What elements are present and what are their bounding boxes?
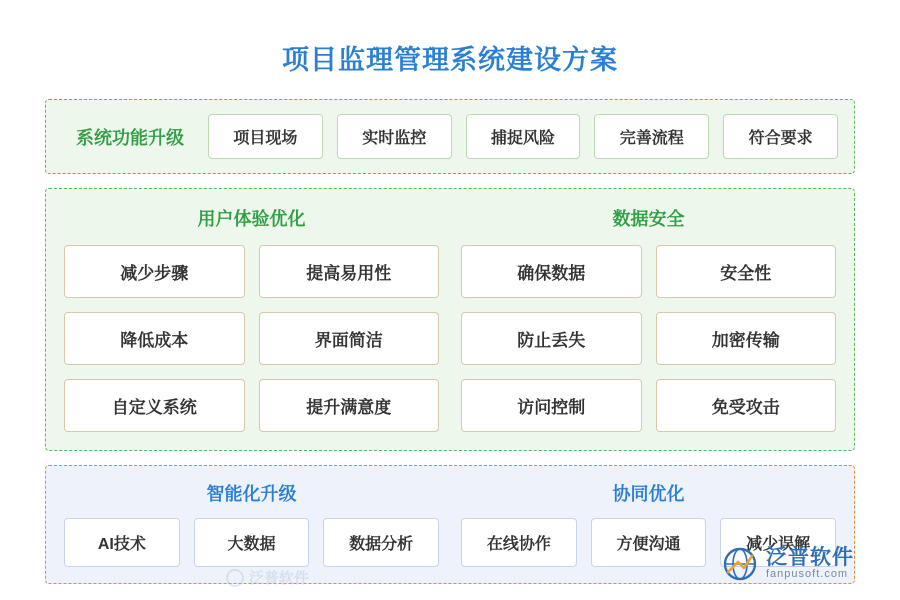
grid-item: 提升满意度	[259, 379, 440, 432]
chip-item: 符合要求	[723, 114, 838, 159]
grid-item: 降低成本	[64, 312, 245, 365]
column-data-security	[461, 205, 836, 432]
grid-item: 安全性	[656, 245, 837, 298]
column-heading: 协同优化	[612, 484, 685, 504]
column-user-experience	[64, 205, 439, 432]
brand-name-en: fanpusoft.com	[766, 568, 849, 581]
section-system-upgrade-label: 系统功能升级	[76, 127, 184, 148]
grid-item: 提高易用性	[259, 245, 440, 298]
column-grid	[64, 518, 439, 567]
grid-item: 大数据	[194, 518, 310, 567]
grid-item: 方便沟通	[591, 518, 707, 567]
grid-item: 数据分析	[323, 518, 439, 567]
column-heading: 用户体验优化	[197, 209, 306, 229]
column-grid	[64, 245, 439, 432]
brand-name-cn: 泛普软件	[766, 546, 854, 570]
column-heading: 数据安全	[612, 209, 685, 229]
chip-item: 捕捉风险	[466, 114, 581, 159]
chip-item: 项目现场	[208, 114, 323, 159]
chip-item: 完善流程	[594, 114, 709, 159]
page-title: 项目监理管理系统建设方案	[282, 45, 618, 75]
grid-item: 防止丢失	[461, 312, 642, 365]
section-system-upgrade	[45, 99, 855, 174]
brand-text	[766, 547, 854, 581]
system-upgrade-chip-row	[208, 114, 838, 159]
watermark-text: 泛普软件	[249, 570, 310, 587]
grid-item: 访问控制	[461, 379, 642, 432]
grid-item: AI技术	[64, 518, 180, 567]
column-intelligent-upgrade	[64, 480, 439, 567]
grid-item: 免受攻击	[656, 379, 837, 432]
grid-item: 减少误解	[720, 518, 836, 567]
chip-item: 实时监控	[337, 114, 452, 159]
grid-item: 确保数据	[461, 245, 642, 298]
grid-item: 减少步骤	[64, 245, 245, 298]
grid-item: 加密传输	[656, 312, 837, 365]
grid-item: 在线协作	[461, 518, 577, 567]
globe-icon	[722, 546, 758, 582]
column-grid	[461, 245, 836, 432]
brand-logo	[722, 546, 854, 582]
grid-item: 界面简洁	[259, 312, 440, 365]
column-heading: 智能化升级	[206, 484, 297, 504]
grid-item: 自定义系统	[64, 379, 245, 432]
